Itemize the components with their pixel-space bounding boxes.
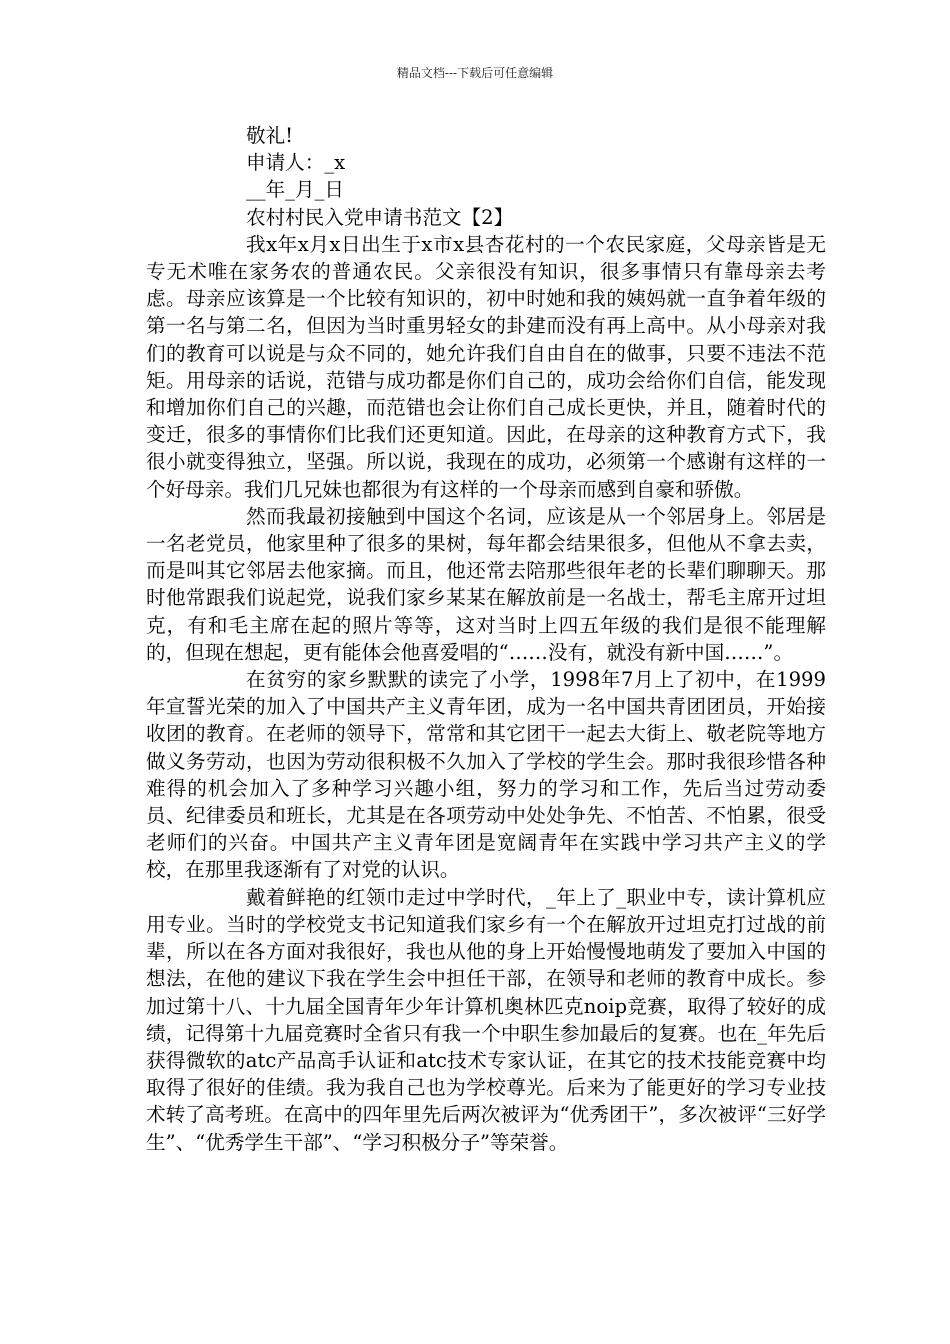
paragraph-neighbor: 然而我最初接触到中国这个名词，应该是从一个邻居身上。邻居是一名老党员，他家里种了很多的果树，每年都会结果很多，但他从不拿去卖，而是叫其它邻居去他家摘。而且，他还常去陪那些很年老的长辈们聊聊天。那时他常跟我们说起党，说我们家乡某某在解放前是一名战士，帮毛主席开过坦克，有和毛主席在起的照片等等，这对当时上四五年级的我们是很不能理解的，但现在想起，更有能体会他喜爱唱的“……没有，就没有新中国……”。 (146, 504, 826, 664)
section-title: 农村村民入党申请书范文【2】 (246, 205, 514, 229)
applicant-line: 申请人：_x (246, 151, 346, 175)
salutation-line: 敬礼! (246, 124, 294, 147)
document-body (146, 122, 826, 1156)
paragraph-family: 我x年x月x日出生于x市x县杏花村的一个农民家庭，父母亲皆是无专无术唯在家务农的普通农民。父亲很没有知识，很多事情只有靠母亲去考虑。母亲应该算是一个比较有知识的，初中时她和我的姨妈就一直争着年级的第一名与第二名，但因为当时重男轻女的卦建而没有再上高中。从小母亲对我们的教育可以说是与众不同的，她允许我们自由自在的做事，只要不违法不范矩。用母亲的话说，范错与成功都是你们自己的，成功会给你们自信，能发现和增加你们自己的兴趣，而范错也会让你们自己成长更快，并且，随着时代的变迁，很多的事情你们比我们还更知道。因此，在母亲的这种教育方式下，我很小就变得独立，坚强。所以说，我现在的成功，必须第一个感谢有这样的一个好母亲。我们几兄妹也都很为有这样的一个母亲而感到自豪和骄傲。 (146, 232, 826, 501)
paragraph-school: 在贫穷的家乡默默的读完了小学，1998年7月上了初中，在1999年宣誓光荣的加入了中国共产主义青年团，成为一名中国共青团团员，开始接收团的教育。在老师的领导下，常常和其它团干一起去大街上、敬老院等地方做义务劳动，也因为劳动很积极不久加入了学校的学生会。那时我很珍惜各种难得的机会加入了多种学习兴趣小组，努力的学习和工作，先后当过劳动委员、纪律委员和班长，尤其是在各项劳动中处处争先、不怕苦、不怕累，很受老师们的兴奋。中国共产主义青年团是宽阔青年在实践中学习共产主义的学校，在那里我逐渐有了对党的认识。 (146, 668, 826, 882)
paragraph-vocational: 戴着鲜艳的红领巾走过中学时代，_年上了_职业中专，读计算机应用专业。当时的学校党支书记知道我们家乡有一个在解放开过坦克打过战的前辈，所以在各方面对我很好，我也从他的身上开始慢慢地萌发了要加入中国的想法，在他的建议下我在学生会中担任干部，在领导和老师的教育中成长。参加过第十八、十九届全国青年少年计算机奥林匹克noip竞赛，取得了较好的成绩，记得第十九届竞赛时全省只有我一个中职生参加最后的复赛。也在_年先后获得微软的atc产品高手认证和atc技术专家认证，在其它的技术技能竞赛中均取得了很好的佳绩。我为我自己也为学校尊光。后来为了能更好的学习专业技术转了高考班。在高中的四年里先后两次被评为“优秀团干”，多次被评“三好学生”、“优秀学生干部”、“学习积极分子”等荣誉。 (146, 885, 826, 1154)
page-header: 精品文档---下载后可任意编辑 (396, 66, 554, 80)
date-line: __年_月_日 (246, 178, 344, 202)
